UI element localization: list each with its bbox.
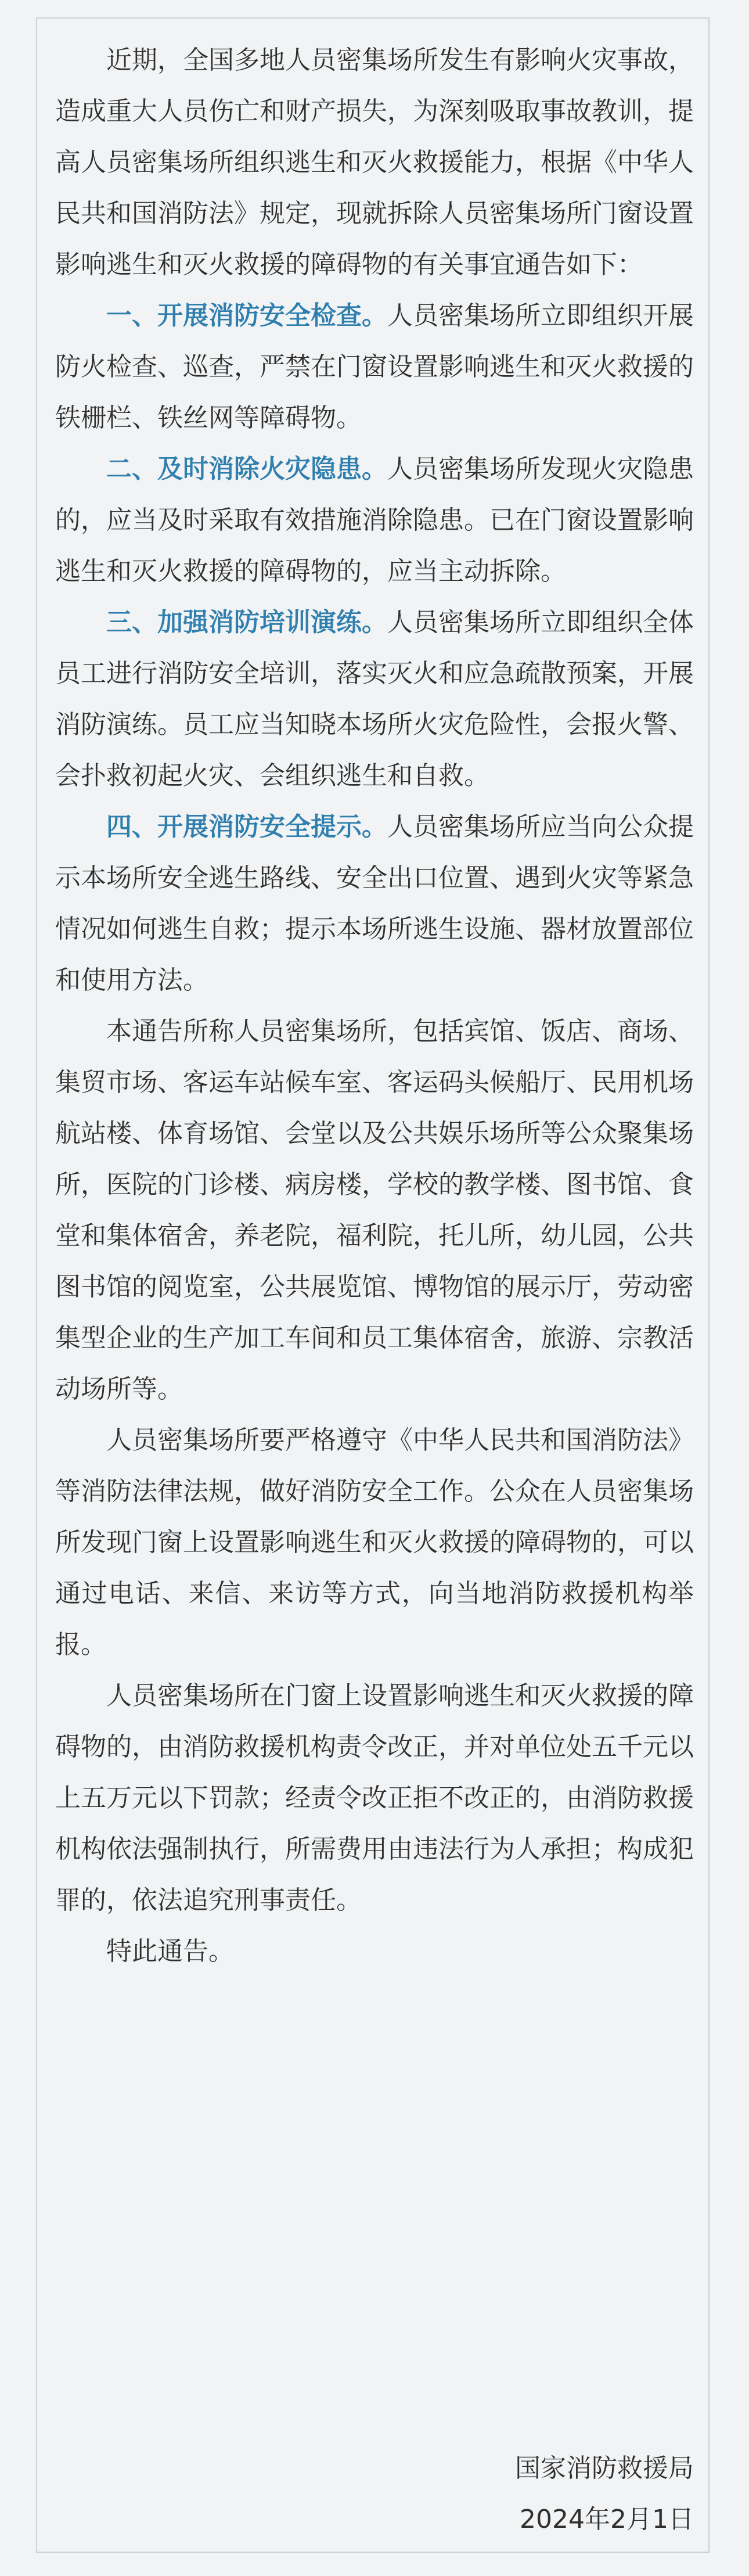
signature-block [515, 2443, 694, 2545]
section-text: 人员密集场所立即组织全体员工进行消防安全培训，落实灭火和应急疏散预案，开展消防演练。员工应当知晓本场所火灾危险性，会报火警、会扑救初起火灾、会组织逃生和自救。 [55, 608, 694, 791]
notice-body [55, 35, 694, 1977]
section-paragraph [55, 444, 694, 597]
section-heading: 四、开展消防安全提示。 [106, 812, 387, 842]
section-paragraph [55, 597, 694, 802]
closing-paragraph: 特此通告。 [106, 1937, 234, 1966]
section-text: 人员密集场所立即组织开展防火检查、巡查，严禁在门窗设置影响逃生和灭火救援的铁栅栏、铁丝网等障碍物。 [55, 301, 694, 433]
section-paragraph [55, 802, 694, 1006]
section-text: 人员密集场所发现火灾隐患的，应当及时采取有效措施消除隐患。已在门窗设置影响逃生和灭火救援的障碍物的，应当主动拆除。 [55, 454, 694, 586]
section-heading: 三、加强消防培训演练。 [106, 608, 387, 637]
section-text: 人员密集场所应当向公众提示本场所安全逃生路线、安全出口位置、遇到火灾等紧急情况如何逃生自救；提示本场所逃生设施、器材放置部位和使用方法。 [55, 812, 694, 995]
compliance-paragraph: 人员密集场所要严格遵守《中华人民共和国消防法》等消防法律法规，做好消防安全工作。公众在人员密集场所发现门窗上设置影响逃生和灭火救援的障碍物的，可以通过电话、来信、来访等方式，向当地消防救援机构举报。 [55, 1425, 694, 1659]
intro-paragraph: 近期，全国多地人员密集场所发生有影响火灾事故，造成重大人员伤亡和财产损失，为深刻吸取事故教训，提高人员密集场所组织逃生和灭火救援能力，根据《中华人民共和国消防法》规定，现就拆除人员密集场所门窗设置影响逃生和灭火救援的障碍物的有关事宜通告如下： [55, 45, 694, 279]
issue-date: 2024年2月1日 [520, 2505, 694, 2534]
penalty-paragraph: 人员密集场所在门窗上设置影响逃生和灭火救援的障碍物的，由消防救援机构责令改正，并对单位处五千元以上五万元以下罚款；经责令改正拒不改正的，由消防救援机构依法强制执行，所需费用由违法行为人承担；构成犯罪的，依法追究刑事责任。 [55, 1681, 694, 1915]
section-heading: 二、及时消除火灾隐患。 [106, 454, 387, 484]
issuer-name: 国家消防救援局 [515, 2453, 694, 2483]
section-paragraph [55, 290, 694, 444]
section-heading: 一、开展消防安全检查。 [106, 301, 387, 330]
scope-paragraph: 本通告所称人员密集场所，包括宾馆、饭店、商场、集贸市场、客运车站候车室、客运码头候船厅、民用机场航站楼、体育场馆、会堂以及公共娱乐场所等公众聚集场所，医院的门诊楼、病房楼，学校的教学楼、图书馆、食堂和集体宿舍，养老院，福利院，托儿所，幼儿园，公共图书馆的阅览室，公共展览馆、博物馆的展示厅，劳动密集型企业的生产加工车间和员工集体宿舍，旅游、宗教活动场所等。 [55, 1016, 694, 1404]
